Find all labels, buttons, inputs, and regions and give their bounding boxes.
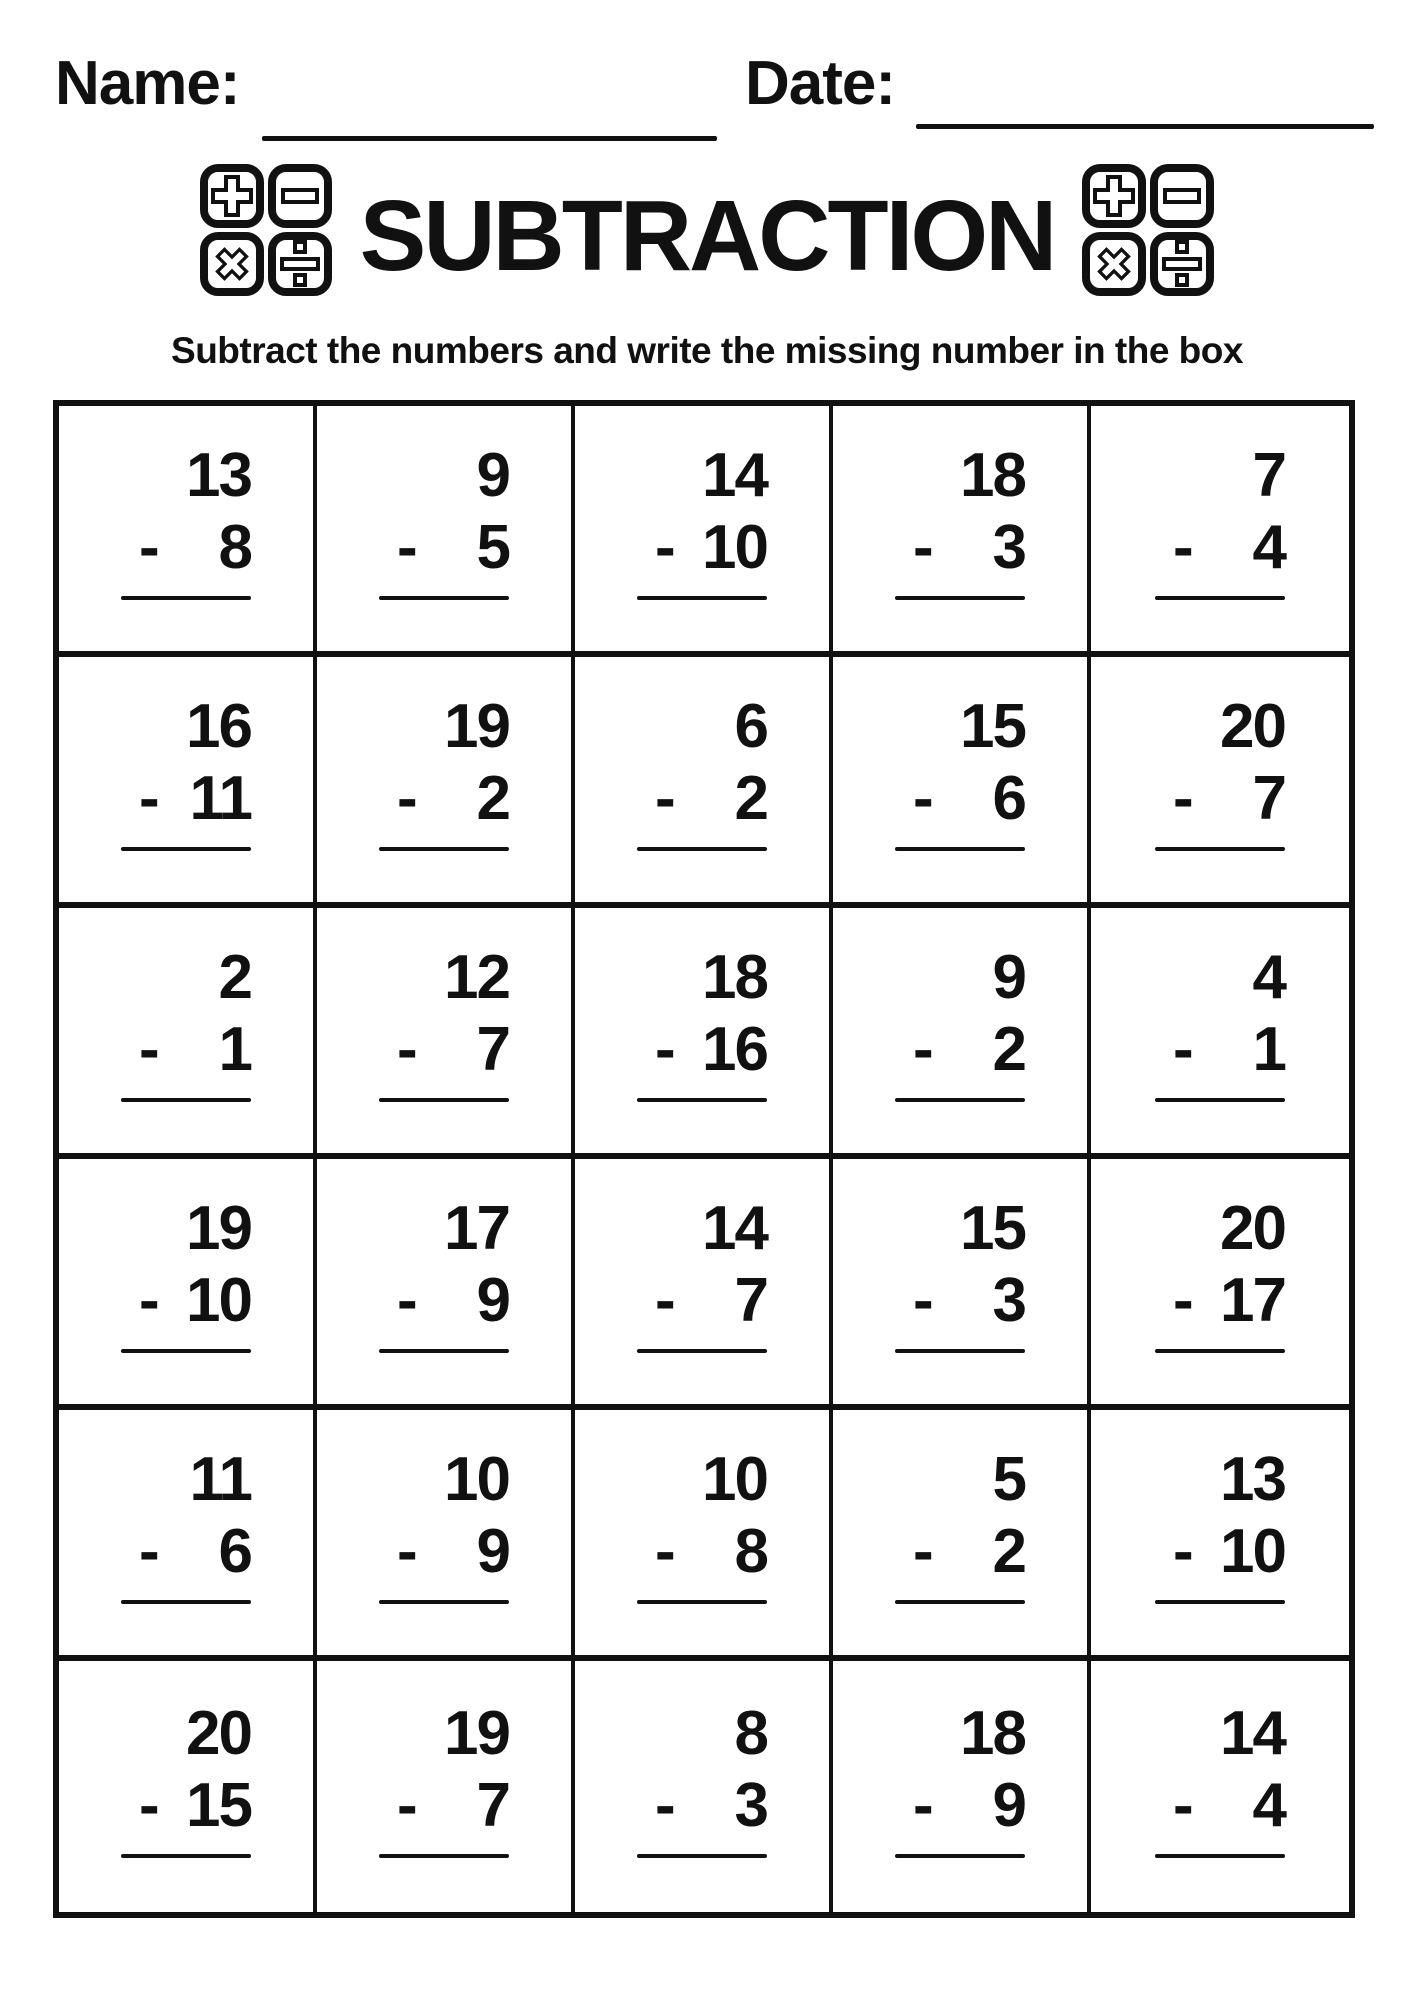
problem-cell <box>1091 1159 1349 1410</box>
problem-cell <box>575 1661 833 1912</box>
divide-dot-top-icon <box>1177 242 1187 252</box>
answer-blank[interactable] <box>895 1600 1025 1604</box>
problem-cell <box>1091 406 1349 657</box>
minus-icon <box>283 190 317 202</box>
minus-sign: - <box>397 1516 416 1586</box>
answer-blank[interactable] <box>379 1098 509 1102</box>
minuend: 6 <box>734 692 767 762</box>
minuend: 20 <box>186 1699 251 1769</box>
subtrahend: 3 <box>734 1770 767 1840</box>
date-input-line[interactable] <box>916 124 1374 129</box>
minuend: 18 <box>960 1699 1025 1769</box>
problem-cell <box>1091 908 1349 1159</box>
answer-blank[interactable] <box>637 1600 767 1604</box>
problem-cell <box>1091 657 1349 908</box>
minuend: 10 <box>702 1445 767 1515</box>
minuend: 15 <box>960 1194 1025 1264</box>
problem-cell <box>1091 1410 1349 1661</box>
answer-blank[interactable] <box>895 1854 1025 1858</box>
problem-cell <box>317 1159 575 1410</box>
answer-blank[interactable] <box>1155 1600 1285 1604</box>
minus-sign: - <box>655 512 674 582</box>
minuend: 19 <box>444 692 509 762</box>
subtrahend: 7 <box>1252 763 1285 833</box>
problem-cell <box>575 406 833 657</box>
answer-blank[interactable] <box>1155 596 1285 600</box>
answer-blank[interactable] <box>1155 1854 1285 1858</box>
answer-blank[interactable] <box>1155 847 1285 851</box>
divide-bar-icon <box>1164 259 1200 269</box>
minus-sign: - <box>655 1265 674 1335</box>
subtrahend: 10 <box>702 512 767 582</box>
problem-cell <box>833 406 1091 657</box>
minus-sign: - <box>655 1770 674 1840</box>
subtrahend: 9 <box>992 1770 1025 1840</box>
minuend: 18 <box>960 441 1025 511</box>
answer-blank[interactable] <box>895 596 1025 600</box>
subtrahend: 16 <box>702 1014 767 1084</box>
divide-dot-bottom-icon <box>1177 275 1187 285</box>
minuend: 9 <box>476 441 509 511</box>
minuend: 12 <box>444 943 509 1013</box>
subtrahend: 3 <box>992 512 1025 582</box>
minus-sign: - <box>913 512 932 582</box>
minus-sign: - <box>1173 763 1192 833</box>
minus-icon <box>1165 190 1199 202</box>
minuend: 2 <box>218 943 251 1013</box>
minuend: 17 <box>444 1194 509 1264</box>
problem-cell <box>59 908 317 1159</box>
answer-blank[interactable] <box>379 1854 509 1858</box>
minus-sign: - <box>139 1014 158 1084</box>
problem-cell <box>317 1410 575 1661</box>
name-label: Name: <box>55 49 240 118</box>
subtrahend: 4 <box>1252 1770 1285 1840</box>
minus-sign: - <box>397 1014 416 1084</box>
subtrahend: 6 <box>218 1516 251 1586</box>
math-symbols-icon-right <box>1080 162 1216 298</box>
problem-cell <box>317 1661 575 1912</box>
problem-cell <box>317 657 575 908</box>
minus-sign: - <box>913 1014 932 1084</box>
minuend: 20 <box>1220 692 1285 762</box>
math-symbols-icon-left <box>198 162 334 298</box>
answer-blank[interactable] <box>379 1600 509 1604</box>
minuend: 14 <box>702 1194 767 1264</box>
date-label: Date: <box>745 49 896 118</box>
minus-sign: - <box>1173 1014 1192 1084</box>
subtrahend: 3 <box>992 1265 1025 1335</box>
problem-cell <box>59 657 317 908</box>
minuend: 19 <box>186 1194 251 1264</box>
answer-blank[interactable] <box>637 596 767 600</box>
answer-blank[interactable] <box>1155 1098 1285 1102</box>
problem-cell <box>833 908 1091 1159</box>
minus-sign: - <box>913 1265 932 1335</box>
problem-cell <box>833 657 1091 908</box>
problem-cell <box>1091 1661 1349 1912</box>
answer-blank[interactable] <box>379 596 509 600</box>
subtrahend: 10 <box>186 1265 251 1335</box>
subtrahend: 1 <box>218 1014 251 1084</box>
minus-sign: - <box>655 1014 674 1084</box>
minus-sign: - <box>139 1265 158 1335</box>
minuend: 7 <box>1252 441 1285 511</box>
answer-blank[interactable] <box>121 1098 251 1102</box>
minuend: 14 <box>1220 1699 1285 1769</box>
minuend: 15 <box>960 692 1025 762</box>
minus-sign: - <box>397 1770 416 1840</box>
subtrahend: 6 <box>992 763 1025 833</box>
divide-dot-top-icon <box>295 242 305 252</box>
minus-sign: - <box>139 763 158 833</box>
answer-blank[interactable] <box>121 1349 251 1353</box>
answer-blank[interactable] <box>895 1098 1025 1102</box>
subtrahend: 1 <box>1252 1014 1285 1084</box>
answer-blank[interactable] <box>121 1600 251 1604</box>
minus-sign: - <box>139 512 158 582</box>
minuend: 14 <box>702 441 767 511</box>
subtrahend: 2 <box>734 763 767 833</box>
subtrahend: 8 <box>734 1516 767 1586</box>
answer-blank[interactable] <box>121 596 251 600</box>
problem-cell <box>575 1159 833 1410</box>
minuend: 13 <box>1220 1445 1285 1515</box>
minus-sign: - <box>1173 512 1192 582</box>
minuend: 16 <box>186 692 251 762</box>
minuend: 5 <box>992 1445 1025 1515</box>
answer-blank[interactable] <box>637 1098 767 1102</box>
problem-cell <box>59 1159 317 1410</box>
subtrahend: 2 <box>992 1014 1025 1084</box>
minus-sign: - <box>139 1516 158 1586</box>
minus-sign: - <box>655 1516 674 1586</box>
problem-cell <box>833 1159 1091 1410</box>
subtrahend: 7 <box>476 1014 509 1084</box>
minus-sign: - <box>913 763 932 833</box>
minus-sign: - <box>1173 1770 1192 1840</box>
minuend: 8 <box>734 1699 767 1769</box>
problem-cell <box>833 1661 1091 1912</box>
answer-blank[interactable] <box>637 1854 767 1858</box>
problem-cell <box>575 1410 833 1661</box>
title-row <box>0 158 1414 302</box>
subtrahend: 9 <box>476 1516 509 1586</box>
minus-sign: - <box>913 1770 932 1840</box>
subtrahend: 15 <box>186 1770 251 1840</box>
minus-sign: - <box>139 1770 158 1840</box>
answer-blank[interactable] <box>637 847 767 851</box>
answer-blank[interactable] <box>379 1349 509 1353</box>
divide-dot-bottom-icon <box>295 275 305 285</box>
subtrahend: 8 <box>218 512 251 582</box>
answer-blank[interactable] <box>379 847 509 851</box>
subtrahend: 7 <box>476 1770 509 1840</box>
subtrahend: 7 <box>734 1265 767 1335</box>
answer-blank[interactable] <box>1155 1349 1285 1353</box>
minus-sign: - <box>397 512 416 582</box>
minus-sign: - <box>1173 1516 1192 1586</box>
problem-cell <box>59 1410 317 1661</box>
minuend: 9 <box>992 943 1025 1013</box>
name-input-line[interactable] <box>262 136 717 141</box>
divide-bar-icon <box>282 259 318 269</box>
minuend: 20 <box>1220 1194 1285 1264</box>
subtrahend: 17 <box>1220 1265 1285 1335</box>
problem-cell <box>575 908 833 1159</box>
problem-cell <box>575 657 833 908</box>
answer-blank[interactable] <box>121 847 251 851</box>
subtrahend: 2 <box>476 763 509 833</box>
minuend: 11 <box>189 1445 251 1515</box>
answer-blank[interactable] <box>637 1349 767 1353</box>
problem-cell <box>317 908 575 1159</box>
answer-blank[interactable] <box>895 1349 1025 1353</box>
minuend: 18 <box>702 943 767 1013</box>
minuend: 10 <box>444 1445 509 1515</box>
minuend: 13 <box>186 441 251 511</box>
subtrahend: 5 <box>476 512 509 582</box>
subtrahend: 10 <box>1220 1516 1285 1586</box>
subtrahend: 2 <box>992 1516 1025 1586</box>
minus-sign: - <box>397 1265 416 1335</box>
page-title: SUBTRACTION <box>359 180 1055 292</box>
minus-sign: - <box>1173 1265 1192 1335</box>
subtrahend: 11 <box>189 763 251 833</box>
minus-sign: - <box>655 763 674 833</box>
worksheet-grid <box>53 400 1355 1918</box>
minus-sign: - <box>397 763 416 833</box>
minus-sign: - <box>913 1516 932 1586</box>
minuend: 4 <box>1252 943 1285 1013</box>
problem-cell <box>317 406 575 657</box>
minuend: 19 <box>444 1699 509 1769</box>
subtrahend: 9 <box>476 1265 509 1335</box>
answer-blank[interactable] <box>121 1854 251 1858</box>
problem-cell <box>59 1661 317 1912</box>
problem-cell <box>833 1410 1091 1661</box>
answer-blank[interactable] <box>895 847 1025 851</box>
instructions-text: Subtract the numbers and write the missing number in the box <box>171 330 1243 371</box>
subtrahend: 4 <box>1252 512 1285 582</box>
problem-cell <box>59 406 317 657</box>
